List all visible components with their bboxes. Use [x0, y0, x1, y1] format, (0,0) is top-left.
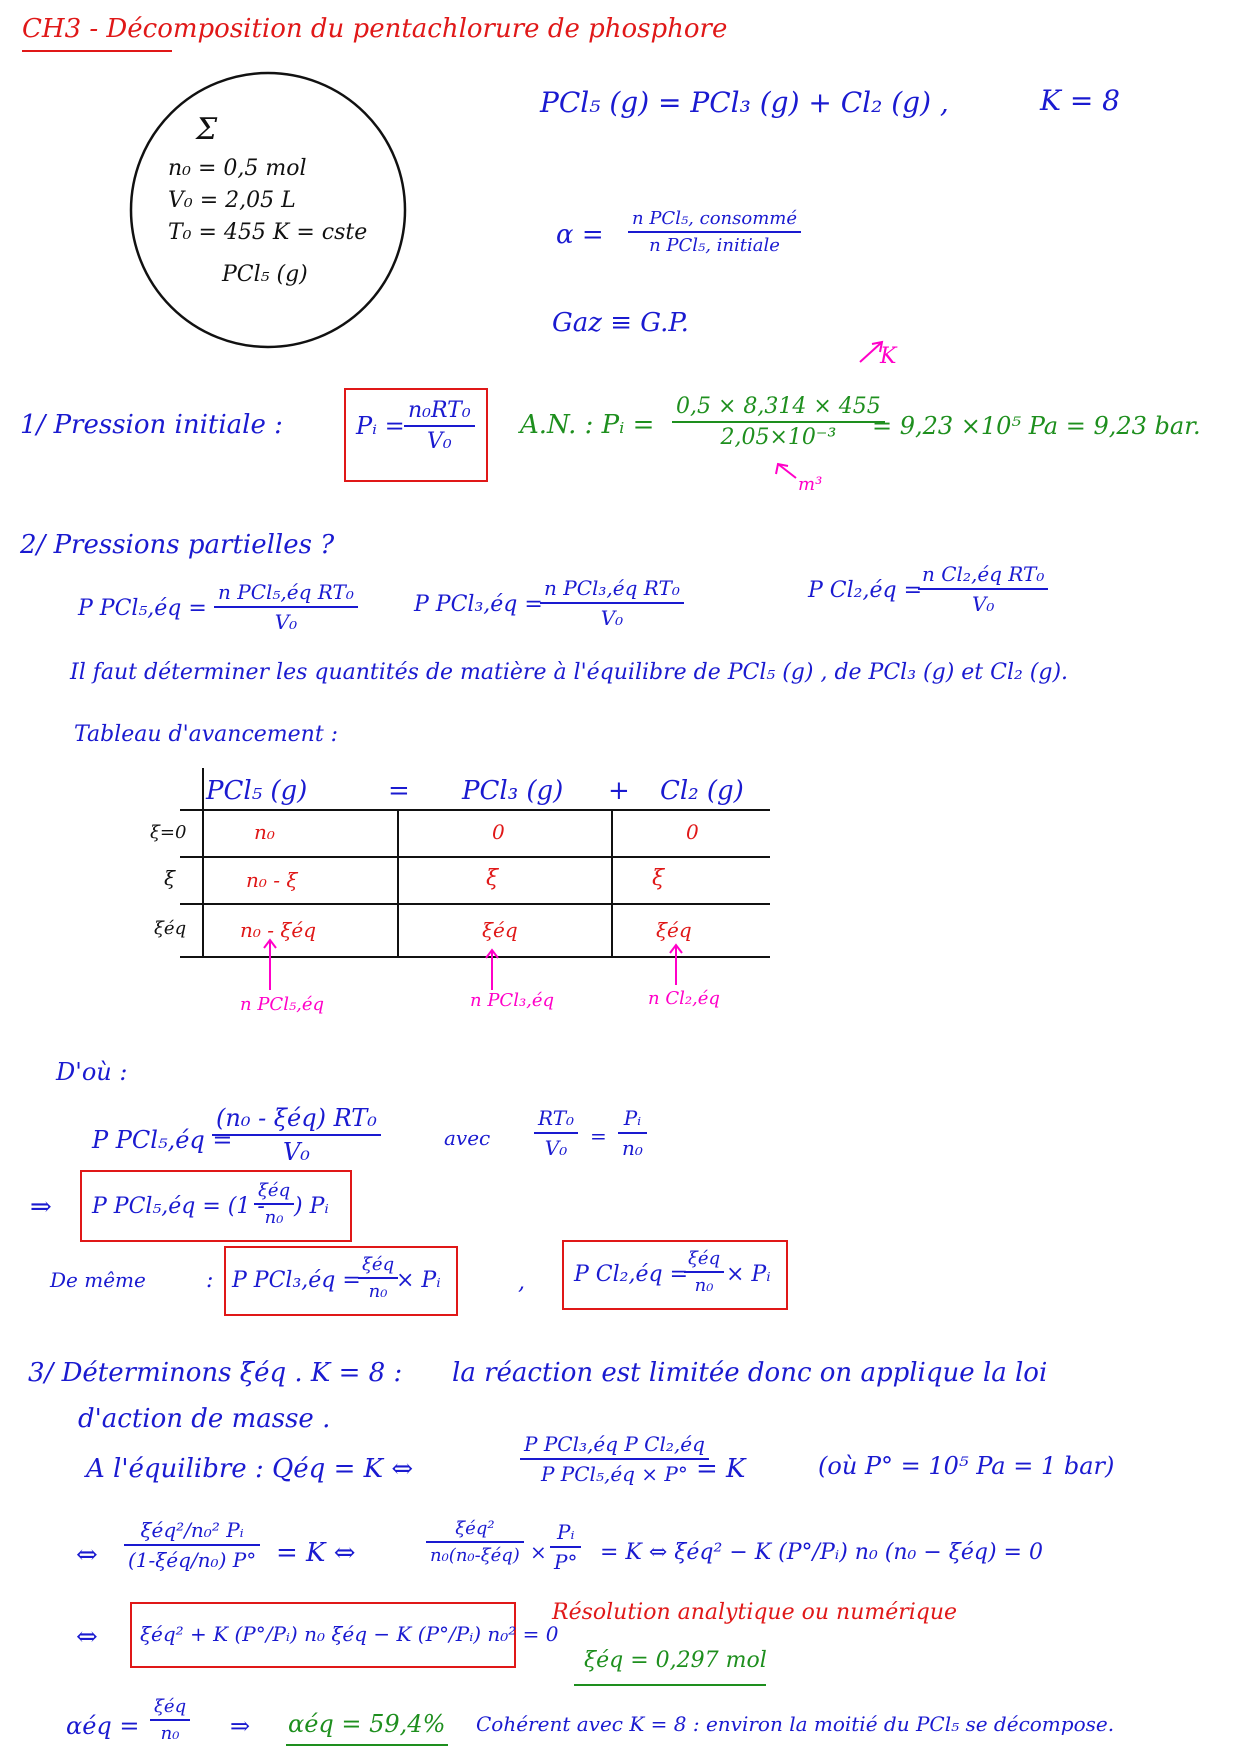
alpha-denominator: n PCl₅, initiale: [628, 231, 801, 256]
pi-lhs: Pᵢ =: [356, 412, 405, 440]
eq1-fraction: [212, 1104, 381, 1166]
box2-fraction: [358, 1254, 398, 1302]
an-numerator: 0,5 × 8,314 × 455: [676, 394, 881, 419]
line2-f1-numerator: ξéq²/n₀² Pᵢ: [140, 1518, 244, 1542]
p2-numerator: n PCl₃,éq RT₀: [544, 576, 680, 600]
reaction-k: K = 8: [1040, 84, 1120, 117]
box-separator: ,: [518, 1270, 525, 1295]
implies-symbol: ⇒: [30, 1192, 52, 1222]
table-title: Tableau d'avancement :: [74, 722, 339, 747]
q2-label: 2/ Pressions partielles ?: [20, 530, 335, 560]
alpha-underline: [286, 1744, 448, 1746]
eq1-lhs: P PCl₅,éq =: [92, 1126, 233, 1154]
line3-iff: ⇔: [76, 1622, 98, 1652]
avec-label: avec: [444, 1126, 491, 1150]
table-row-3-c2: ξéq: [482, 918, 518, 942]
table-row-3-c3: ξéq: [656, 918, 692, 942]
table-row-1-label: ξ=0: [150, 822, 187, 843]
equil-numerator: P PCl₃,éq P Cl₂,éq: [524, 1432, 705, 1456]
p2-fraction: [540, 576, 684, 630]
equil-rhs: = K: [696, 1454, 746, 1484]
table-annotation-1: n PCl₅,éq: [240, 994, 325, 1015]
note-m3: m³: [798, 474, 823, 495]
box1-numerator: ξéq: [258, 1180, 291, 1201]
box1-rhs: ) Pᵢ: [294, 1194, 329, 1219]
alpha-eq-lhs: αéq =: [66, 1712, 140, 1740]
line2-f2-denominator: n₀(n₀-ξéq): [426, 1541, 524, 1566]
line2-fraction-3: [550, 1520, 581, 1574]
system-v0: V₀ = 2,05 L: [168, 188, 296, 213]
table-row-1-c2: 0: [492, 820, 505, 844]
box2-lhs: P PCl₃,éq =: [232, 1268, 361, 1293]
box1-denominator: n₀: [254, 1203, 294, 1228]
q2-sentence: Il faut déterminer les quantités de matière à l'équilibre de PCl₅ (g) , de PCl₃ (g) et Cl₂ (g).: [70, 660, 1069, 685]
line2-fraction-2: [426, 1518, 524, 1566]
pi-n0-fraction: [618, 1106, 647, 1160]
resolution-note: Résolution analytique ou numérique: [552, 1600, 958, 1625]
box1-lhs: P PCl₅,éq = (1 -: [92, 1194, 265, 1219]
rt-fraction: [534, 1106, 578, 1160]
p2-lhs: P PCl₃,éq =: [414, 592, 543, 617]
table-row-2-label: ξ: [164, 866, 176, 890]
q3-text1: la réaction est limitée donc on applique la loi: [452, 1358, 1048, 1388]
line2-rhs: = K ⇔ ξéq² − K (P°/Pᵢ) n₀ (n₀ − ξéq) = 0: [600, 1540, 1043, 1565]
de-meme-colon: :: [206, 1268, 214, 1293]
line2-times: ×: [530, 1540, 547, 1564]
sigma-symbol: Σ: [196, 112, 218, 147]
table-row-2-c1: n₀ - ξ: [246, 868, 298, 892]
dou-label: D'où :: [56, 1058, 128, 1086]
pi-denominator: V₀: [404, 425, 475, 454]
box2-denominator: n₀: [358, 1277, 398, 1302]
system-species: PCl₅ (g): [222, 262, 308, 287]
p1-denominator: V₀: [214, 606, 358, 634]
p1-numerator: n PCl₅,éq RT₀: [218, 580, 354, 604]
p-standard-note: (où P° = 10⁵ Pa = 1 bar): [818, 1452, 1115, 1480]
p1-lhs: P PCl₅,éq =: [78, 596, 207, 621]
system-t0: T₀ = 455 K = cste: [168, 220, 368, 245]
xi-result: ξéq = 0,297 mol: [584, 1648, 767, 1673]
alpha-eq-arrow: ⇒: [230, 1712, 251, 1740]
pi-fraction: [404, 398, 475, 454]
table-row-2-c2: ξ: [486, 866, 499, 891]
equil-denominator: P PCl₅,éq × P°: [520, 1458, 709, 1486]
alpha-eq-fraction: [150, 1696, 190, 1744]
equil-lhs: A l'équilibre : Qéq = K ⇔: [86, 1454, 414, 1484]
line2-f1-denominator: (1-ξéq/n₀) P°: [124, 1544, 260, 1572]
box2-numerator: ξéq: [362, 1254, 395, 1275]
pi-numerator: n₀RT₀: [408, 398, 471, 423]
alpha-lhs: α =: [556, 220, 604, 250]
alpha-eq-result: αéq = 59,4%: [288, 1710, 446, 1738]
table-row-2-c3: ξ: [652, 866, 665, 891]
line2-f3-denominator: P°: [550, 1546, 581, 1574]
line2-iff: ⇔: [76, 1540, 98, 1570]
alpha-fraction: [628, 208, 801, 256]
an-denominator: 2,05×10⁻³: [672, 421, 885, 450]
p3-denominator: V₀: [918, 588, 1048, 616]
final-equation: ξéq² + K (P°/Pᵢ) n₀ ξéq − K (P°/Pᵢ) n₀² = 0: [140, 1622, 559, 1646]
table-header-pcl5: PCl₅ (g): [206, 776, 308, 806]
line2-f3-numerator: Pᵢ: [556, 1520, 575, 1544]
arrow-m3-head: [776, 464, 788, 474]
system-n0: n₀ = 0,5 mol: [168, 156, 307, 181]
table-annotation-2: n PCl₃,éq: [470, 990, 555, 1011]
pi-n0-numerator: Pᵢ: [623, 1106, 642, 1130]
line2-fraction-1: [124, 1518, 260, 1572]
conclusion: Cohérent avec K = 8 : environ la moitié du PCl₅ se décompose.: [476, 1712, 1115, 1736]
q3-label: 3/ Déterminons ξéq . K = 8 :: [28, 1358, 403, 1388]
an-fraction: [672, 394, 885, 450]
rt-numerator: RT₀: [538, 1106, 575, 1130]
rt-equals: =: [590, 1124, 607, 1148]
table-row-1-c3: 0: [686, 820, 699, 844]
alpha-eq-denominator: n₀: [150, 1719, 190, 1744]
table-row-1-c1: n₀: [254, 820, 275, 844]
box2-rhs: × Pᵢ: [396, 1268, 441, 1293]
p3-numerator: n Cl₂,éq RT₀: [922, 562, 1045, 586]
arrow-k: [860, 342, 882, 362]
xi-underline: [574, 1684, 766, 1686]
line2-f2-numerator: ξéq²: [455, 1518, 495, 1539]
alpha-numerator: n PCl₅, consommé: [632, 208, 797, 229]
table-annotation-3: n Cl₂,éq: [648, 988, 720, 1009]
note-k: K: [880, 344, 897, 369]
p1-fraction: [214, 580, 358, 634]
table-row-3-c1: n₀ - ξéq: [240, 918, 317, 942]
eq1-numerator: (n₀ - ξéq) RT₀: [216, 1104, 377, 1132]
q3-text2: d'action de masse .: [78, 1404, 331, 1434]
page-title: CH3 - Décomposition du pentachlorure de phosphore: [22, 14, 728, 44]
eq1-denominator: V₀: [212, 1134, 381, 1166]
q1-label: 1/ Pression initiale :: [20, 410, 283, 440]
p3-fraction: [918, 562, 1048, 616]
table-header-cl2: Cl₂ (g): [660, 776, 744, 806]
box1-fraction: [254, 1180, 294, 1228]
table-header-plus: +: [608, 776, 630, 806]
gas-hypothesis: Gaz ≡ G.P.: [552, 308, 689, 338]
box3-denominator: n₀: [684, 1271, 724, 1296]
table-header-pcl3: PCl₃ (g): [462, 776, 564, 806]
box3-fraction: [684, 1248, 724, 1296]
box3-rhs: × Pᵢ: [726, 1262, 771, 1287]
an-lhs: A.N. : Pᵢ =: [520, 410, 655, 440]
table-row-3-label: ξéq: [154, 918, 187, 939]
alpha-eq-numerator: ξéq: [154, 1696, 187, 1717]
de-meme-label: De même: [50, 1268, 146, 1292]
rt-denominator: V₀: [534, 1132, 578, 1160]
table-header-eq: =: [388, 776, 410, 806]
an-result: = 9,23 ×10⁵ Pa = 9,23 bar.: [872, 412, 1201, 440]
box3-lhs: P Cl₂,éq =: [574, 1262, 689, 1287]
p3-lhs: P Cl₂,éq =: [808, 578, 923, 603]
reaction-equation: PCl₅ (g) = PCl₃ (g) + Cl₂ (g) ,: [540, 86, 949, 119]
line2-mid: = K ⇔: [276, 1538, 356, 1568]
pi-n0-denominator: n₀: [618, 1132, 647, 1160]
equil-fraction: [520, 1432, 709, 1486]
box3-numerator: ξéq: [688, 1248, 721, 1269]
p2-denominator: V₀: [540, 602, 684, 630]
